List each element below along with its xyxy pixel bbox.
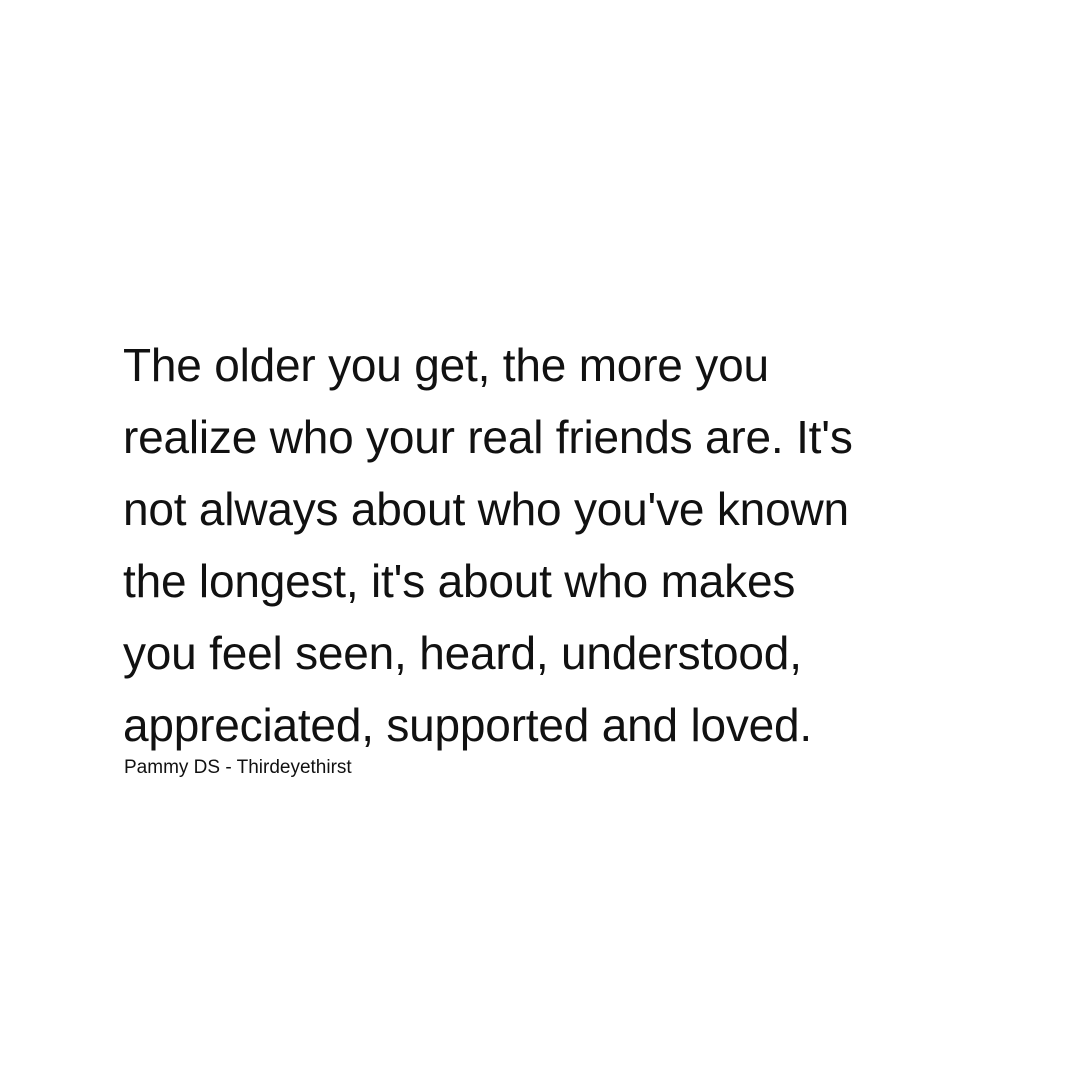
quote-line-6: appreciated, supported and loved.	[123, 699, 813, 751]
quote-line-2: realize who your real friends are. It's	[123, 411, 853, 463]
quote-line-3: not always about who you've known	[123, 483, 849, 535]
quote-line-1: The older you get, the more you	[123, 339, 769, 391]
quote-text	[123, 329, 853, 761]
quote-line-5: you feel seen, heard, understood,	[123, 627, 802, 679]
quote-line-4: the longest, it's about who makes	[123, 555, 796, 607]
quote-attribution: Pammy DS - Thirdeyethirst	[124, 757, 352, 778]
